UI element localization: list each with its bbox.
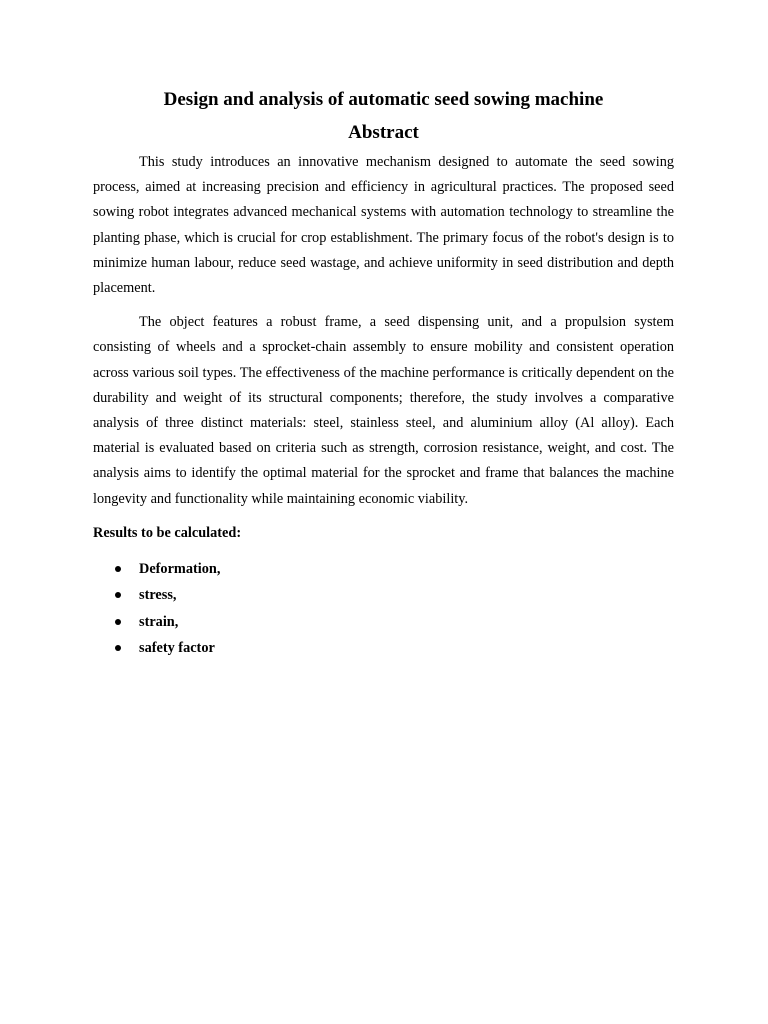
bullet-icon [115,619,121,625]
abstract-paragraph-1: This study introduces an innovative mechanism designed to automate the seed sowing process, aimed at increasing precision and efficiency in agricultural practices. The proposed seed sowing robot integrates advanced mechanical systems with automation technology to streamline the planting phase, which is crucial for crop establishment. The primary focus of the robot's design is to minimize human labour, reduce seed wastage, and achieve uniformity in seed distribution and depth placement. [93,154,674,297]
document-page [93,86,674,662]
abstract-paragraph-2: The object features a robust frame, a seed dispensing unit, and a propulsion system consisting of wheels and a sprocket-chain assembly to ensure mobility and consistent operation across various soil types. The effectiveness of the machine performance is critically dependent on the durability and weight of its structural components; therefore, the study involves a comparative analysis of three distinct materials: steel, stainless steel, and aluminium alloy (Al alloy). Each material is evaluated based on criteria such as strength, corrosion resistance, weight, and cost. The analysis aims to identify the optimal material for the sprocket and frame that balances the machine longevity and functionality while maintaining economic viability. [93,314,674,507]
list-item [93,609,674,636]
bullet-icon [115,566,121,572]
abstract-heading: Abstract [348,122,419,143]
list-item [93,635,674,662]
list-item [93,582,674,609]
list-item-label: strain, [139,613,179,630]
list-item-label: Deformation, [139,560,221,577]
results-list [93,556,674,662]
results-heading: Results to be calculated: [93,524,242,541]
list-item-label: safety factor [139,640,215,657]
bullet-icon [115,592,121,598]
list-item [93,556,674,583]
list-item-label: stress, [139,587,177,604]
bullet-icon [115,645,121,651]
document-title: Design and analysis of automatic seed sowing machine [163,89,604,110]
